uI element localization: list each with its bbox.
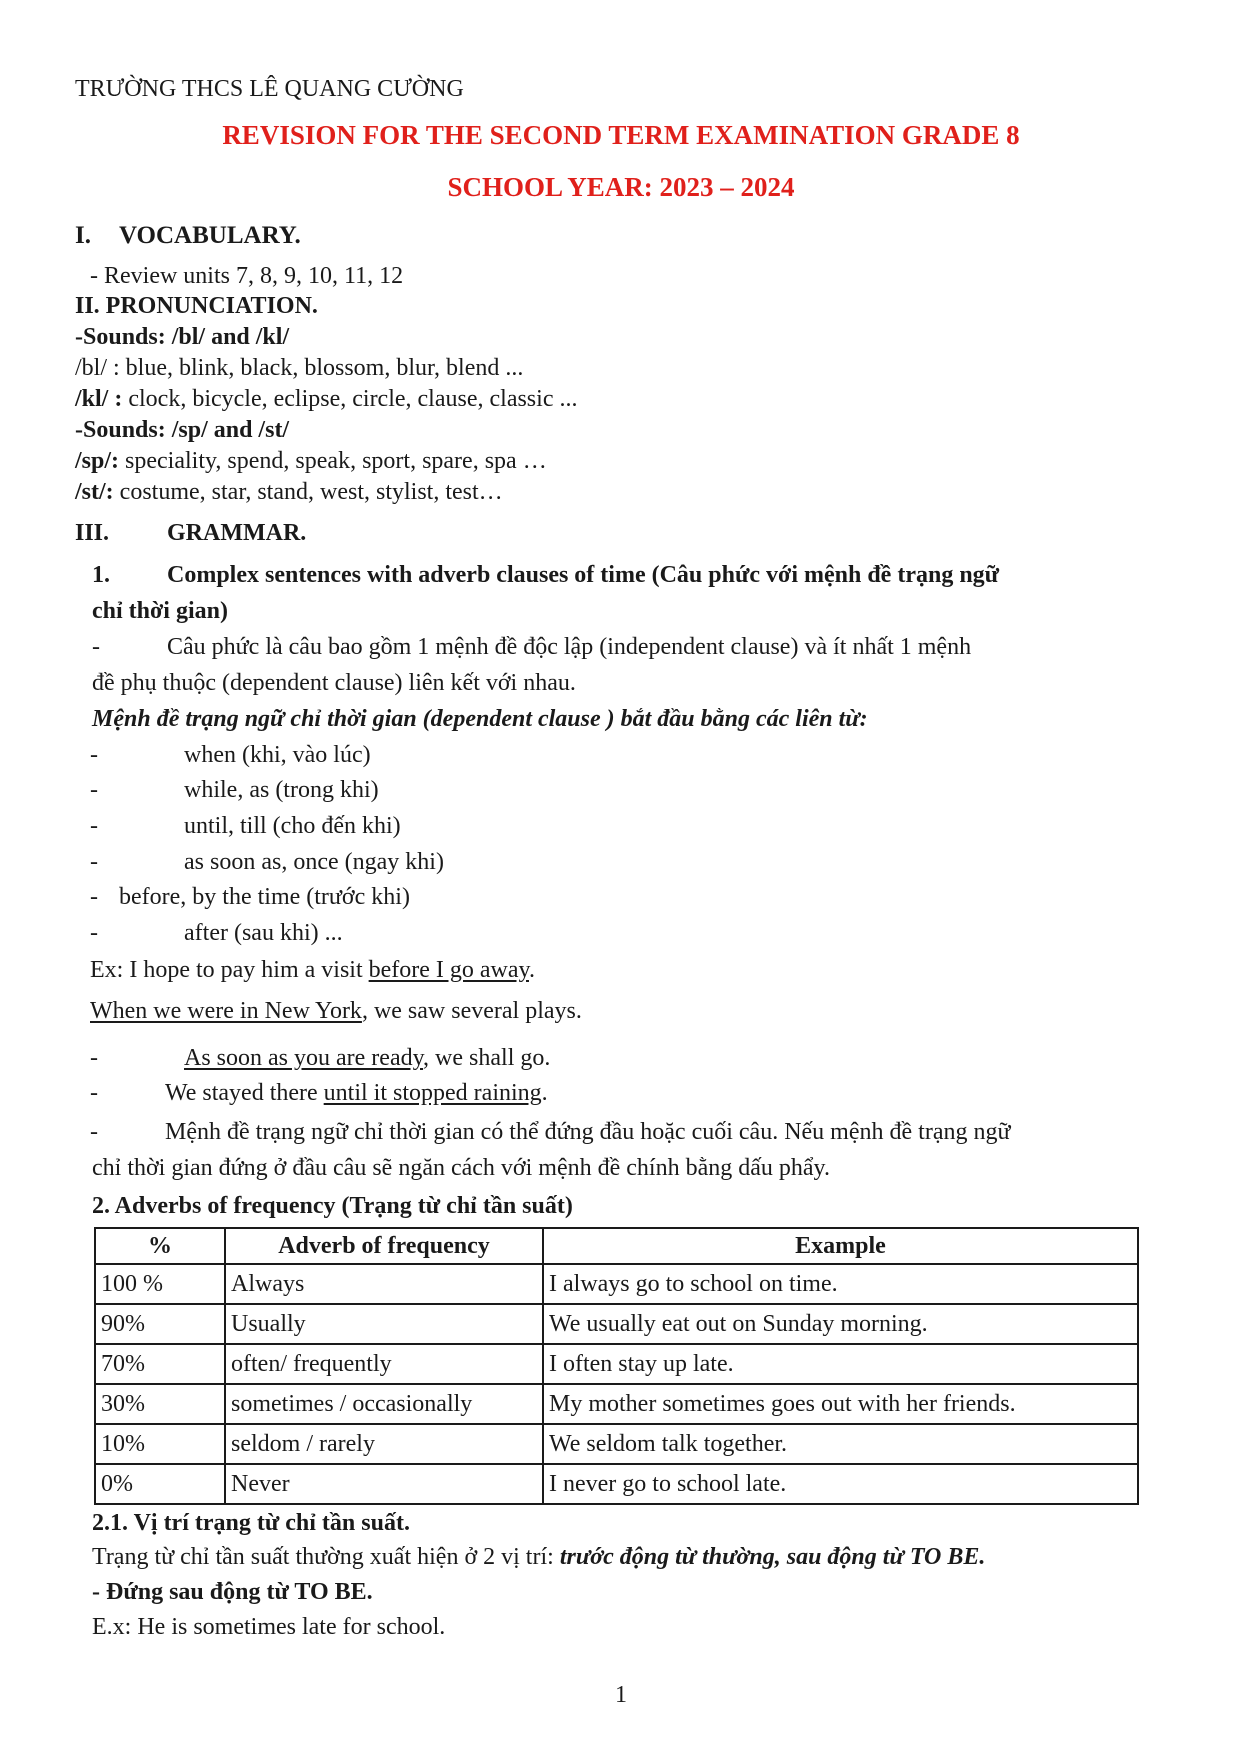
section-heading-pronunciation: II. PRONUNCIATION. — [75, 293, 318, 319]
bullet-dash: - — [90, 777, 98, 803]
cell-percent: 100 % — [95, 1264, 225, 1304]
example-4 — [165, 1078, 548, 1108]
bullet-dash: - — [90, 813, 98, 839]
bullet-dash: - — [90, 884, 98, 910]
conjunctions-intro: Mệnh đề trạng ngữ chỉ thời gian (dependent clause ) bắt đầu bằng các liên từ: — [92, 706, 868, 732]
subsection-title-2-1: 2.1. Vị trí trạng từ chỉ tần suất. — [92, 1510, 410, 1536]
example-3-clause: As soon as you are ready — [184, 1045, 424, 1071]
cell-adverb: Never — [225, 1464, 543, 1504]
table-header-row — [95, 1228, 1138, 1264]
bl-key: /bl/ — [75, 355, 108, 381]
frequency-table — [94, 1227, 1139, 1505]
cell-adverb: Usually — [225, 1304, 543, 1344]
header-adverb: Adverb of frequency — [225, 1228, 543, 1264]
kl-words: clock, bicycle, eclipse, circle, clause, classic ... — [122, 386, 578, 412]
bl-words: : blue, blink, black, blossom, blur, blend ... — [107, 355, 524, 381]
cell-adverb: seldom / rarely — [225, 1424, 543, 1464]
subsection-title-2: 2. Adverbs of frequency (Trạng từ chỉ tần suất) — [92, 1193, 573, 1219]
bullet-dash: - — [90, 742, 98, 768]
table-row — [95, 1424, 1138, 1464]
st-sound-line — [75, 477, 503, 507]
example-3 — [184, 1043, 550, 1073]
example-2-text: , we saw several plays. — [361, 998, 582, 1024]
adverb-position-text: Trạng từ chỉ tần suất thường xuất hiện ở 2 vị trí: — [92, 1544, 560, 1570]
adverb-example: E.x: He is sometimes late for school. — [92, 1614, 446, 1640]
cell-example: I never go to school late. — [543, 1464, 1138, 1504]
sounds-bl-kl-heading: -Sounds: /bl/ and /kl/ — [75, 324, 290, 350]
example-1-clause: before I go away — [368, 957, 529, 983]
kl-sound-line — [75, 384, 577, 414]
cell-percent: 10% — [95, 1424, 225, 1464]
table-row — [95, 1464, 1138, 1504]
header-percent: % — [95, 1228, 225, 1264]
cell-percent: 70% — [95, 1344, 225, 1384]
example-1 — [90, 955, 535, 985]
example-4-text: We stayed there — [165, 1080, 324, 1106]
section-number-vocabulary: I. — [75, 222, 91, 249]
document-title: REVISION FOR THE SECOND TERM EXAMINATION GRADE 8 — [222, 120, 1020, 150]
example-2 — [90, 996, 582, 1026]
header-example: Example — [543, 1228, 1138, 1264]
bullet-dash: - — [90, 1119, 98, 1145]
table-row — [95, 1344, 1138, 1384]
adverb-position-line — [92, 1542, 985, 1572]
definition-line-b: đề phụ thuộc (dependent clause) liên kết với nhau. — [92, 670, 576, 696]
adverb-position-emphasis: trước động từ thường, sau động từ TO BE. — [559, 1544, 986, 1570]
section-heading-vocabulary: VOCABULARY. — [119, 222, 301, 249]
cell-percent: 90% — [95, 1304, 225, 1344]
subsection-number-1: 1. — [92, 562, 110, 588]
cell-percent: 30% — [95, 1384, 225, 1424]
table-row — [95, 1304, 1138, 1344]
cell-example: My mother sometimes goes out with her friends. — [543, 1384, 1138, 1424]
example-1-end: . — [528, 957, 535, 983]
section-number-grammar: III. — [75, 520, 110, 546]
kl-key: /kl/ : — [75, 386, 123, 412]
cell-example: We usually eat out on Sunday morning. — [543, 1304, 1138, 1344]
st-words: costume, star, stand, west, stylist, test… — [113, 479, 503, 505]
vocabulary-review-line: - Review units 7, 8, 9, 10, 11, 12 — [90, 263, 404, 289]
conjunction-while: while, as (trong khi) — [184, 777, 379, 803]
example-4-clause: until it stopped raining — [323, 1080, 542, 1106]
example-4-end: . — [541, 1080, 548, 1106]
bullet-dash: - — [90, 849, 98, 875]
sounds-sp-st-heading: -Sounds: /sp/ and /st/ — [75, 417, 290, 443]
example-2-clause: When we were in New York — [90, 998, 362, 1024]
sp-words: speciality, spend, speak, sport, spare, spa … — [119, 448, 547, 474]
bullet-dash: - — [90, 920, 98, 946]
table-row — [95, 1264, 1138, 1304]
conjunction-until: until, till (cho đến khi) — [184, 813, 401, 839]
cell-percent: 0% — [95, 1464, 225, 1504]
definition-line-a: Câu phức là câu bao gồm 1 mệnh đề độc lập (independent clause) và ít nhất 1 mệnh — [167, 634, 972, 660]
bullet-dash: - — [90, 1045, 98, 1071]
sp-sound-line — [75, 446, 547, 476]
school-year: SCHOOL YEAR: 2023 – 2024 — [447, 172, 795, 202]
cell-example: I often stay up late. — [543, 1344, 1138, 1384]
position-note-b: chỉ thời gian đứng ở đầu câu sẽ ngăn cách với mệnh đề chính bằng dấu phẩy. — [92, 1155, 830, 1181]
bullet-dash: - — [90, 1080, 98, 1106]
after-to-be-heading: - Đứng sau động từ TO BE. — [92, 1579, 373, 1605]
example-3-text: , we shall go. — [423, 1045, 551, 1071]
school-name: TRƯỜNG THCS LÊ QUANG CƯỜNG — [75, 76, 464, 102]
bullet-dash: - — [92, 634, 100, 660]
section-heading-grammar: GRAMMAR. — [167, 520, 307, 546]
cell-adverb: often/ frequently — [225, 1344, 543, 1384]
st-key: /st/: — [75, 479, 114, 505]
cell-adverb: Always — [225, 1264, 543, 1304]
conjunction-after: after (sau khi) ... — [184, 920, 343, 946]
sp-key: /sp/: — [75, 448, 120, 474]
position-note-a: Mệnh đề trạng ngữ chỉ thời gian có thể đứng đầu hoặc cuối câu. Nếu mệnh đề trạng ngữ — [165, 1119, 1011, 1145]
subsection-title-1a: Complex sentences with adverb clauses of time (Câu phức với mệnh đề trạng ngữ — [167, 562, 1000, 588]
page-number: 1 — [615, 1682, 627, 1708]
conjunction-when: when (khi, vào lúc) — [184, 742, 371, 768]
example-1-text: Ex: I hope to pay him a visit — [90, 957, 369, 983]
conjunction-before: before, by the time (trước khi) — [119, 884, 410, 910]
cell-example: I always go to school on time. — [543, 1264, 1138, 1304]
conjunction-as-soon-as: as soon as, once (ngay khi) — [184, 849, 444, 875]
table-row — [95, 1384, 1138, 1424]
bl-sound-line — [75, 353, 523, 383]
subsection-title-1b: chỉ thời gian) — [92, 598, 228, 624]
cell-example: We seldom talk together. — [543, 1424, 1138, 1464]
cell-adverb: sometimes / occasionally — [225, 1384, 543, 1424]
